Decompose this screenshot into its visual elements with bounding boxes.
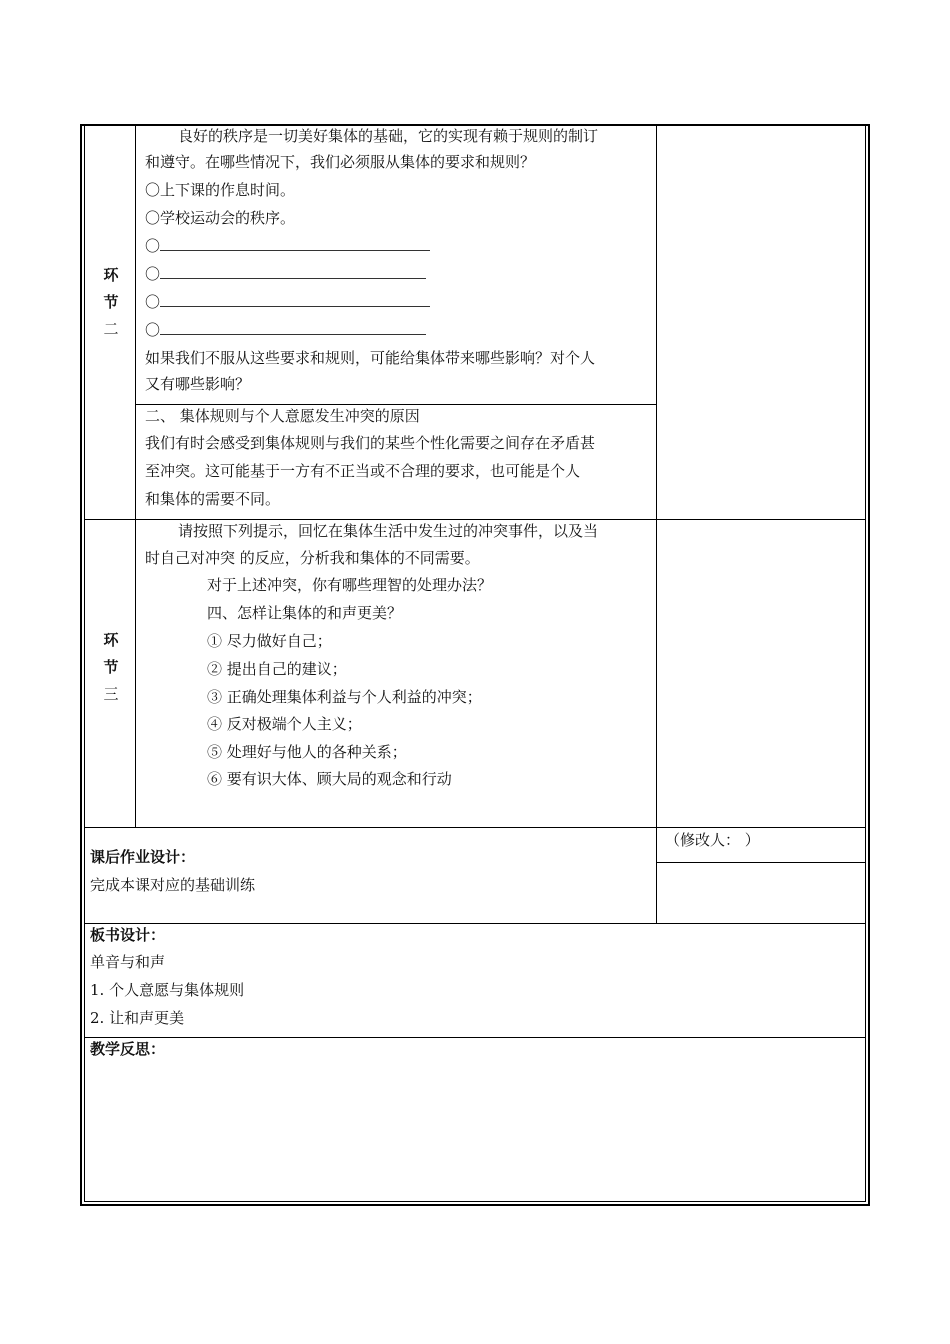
blank-marker: 〇	[145, 265, 161, 283]
section2-paragraph-line: 我们有时会感受到集体规则与我们的某些个性化需要之间存在矛盾甚	[145, 434, 596, 452]
board-line: 1. 个人意愿与集体规则	[90, 981, 245, 999]
section3-question: 对于上述冲突，你有哪些理智的处理办法？	[207, 576, 493, 594]
section2-label	[86, 262, 136, 343]
side-column-divider	[135, 124, 136, 828]
section2-label-char: 环	[103, 266, 119, 284]
board-title: 板书设计：	[90, 926, 166, 944]
section2-label-char: 二	[103, 320, 119, 338]
blank-answer-line	[145, 265, 426, 283]
section3-paragraph-line: 请按照下列提示，回忆在集体生活中发生过的冲突事件，以及当	[178, 522, 599, 540]
section-divider-homework	[84, 827, 866, 828]
section3-label-char: 环	[103, 631, 119, 649]
section-divider-2-3	[84, 519, 866, 520]
section2-paragraph-line: 和遵守。在哪些情况下，我们必须服从集体的要求和规则？	[145, 153, 536, 171]
blank-marker: 〇	[145, 321, 161, 339]
section3-point: ④ 反对极端个人主义；	[207, 715, 362, 733]
board-line: 2. 让和声更美	[90, 1009, 185, 1027]
section3-label	[86, 627, 136, 708]
section3-point: ③ 正确处理集体利益与个人利益的冲突；	[207, 688, 482, 706]
homework-title: 课后作业设计：	[90, 848, 196, 866]
section2-paragraph-line: 和集体的需要不同。	[145, 490, 281, 508]
section-divider-reflection	[84, 1037, 866, 1038]
reviser-label: （修改人： ）	[665, 831, 760, 849]
section2-paragraph-line: 良好的秩序是一切美好集体的基础，它的实现有赖于规则的制订	[178, 127, 599, 145]
section2-question-line: 又有哪些影响？	[145, 375, 251, 393]
section2-paragraph-line: 至冲突。这可能基于一方有不正当或不合理的要求，也可能是个人	[145, 462, 581, 480]
notes-column-divider	[656, 124, 657, 924]
section3-point: ⑤ 处理好与他人的各种关系；	[207, 743, 407, 761]
section3-label-char: 节	[103, 658, 119, 676]
blank-answer-line	[145, 321, 426, 339]
section3-point: ① 尽力做好自己；	[207, 632, 332, 650]
section2-list-item: 〇上下课的作息时间。	[145, 181, 296, 199]
blank-answer-line	[145, 293, 430, 311]
section2-inner-divider	[135, 404, 656, 405]
blank-marker: 〇	[145, 237, 161, 255]
section2-label-char: 节	[103, 293, 119, 311]
blank-answer-line	[145, 237, 430, 255]
table-inner-border	[84, 124, 866, 1202]
section3-paragraph-line: 时自己对冲突 的反应，分析我和集体的不同需要。	[145, 549, 480, 567]
reflection-title: 教学反思：	[90, 1040, 166, 1058]
section3-point: ⑥ 要有识大体、顾大局的观念和行动	[207, 770, 452, 788]
section-divider-board	[84, 923, 866, 924]
section2-list-item: 〇学校运动会的秩序。	[145, 209, 296, 227]
section3-label-char: 三	[103, 685, 119, 703]
blank-marker: 〇	[145, 293, 161, 311]
board-line: 单音与和声	[90, 953, 166, 971]
section3-heading: 四、怎样让集体的和声更美？	[207, 604, 403, 622]
reviser-divider	[656, 862, 866, 863]
section3-point: ② 提出自己的建议；	[207, 660, 347, 678]
section2-question-line: 如果我们不服从这些要求和规则，可能给集体带来哪些影响？对个人	[145, 349, 596, 367]
homework-content: 完成本课对应的基础训练	[90, 876, 256, 894]
section2-heading: 二、 集体规则与个人意愿发生冲突的原因	[145, 407, 420, 425]
